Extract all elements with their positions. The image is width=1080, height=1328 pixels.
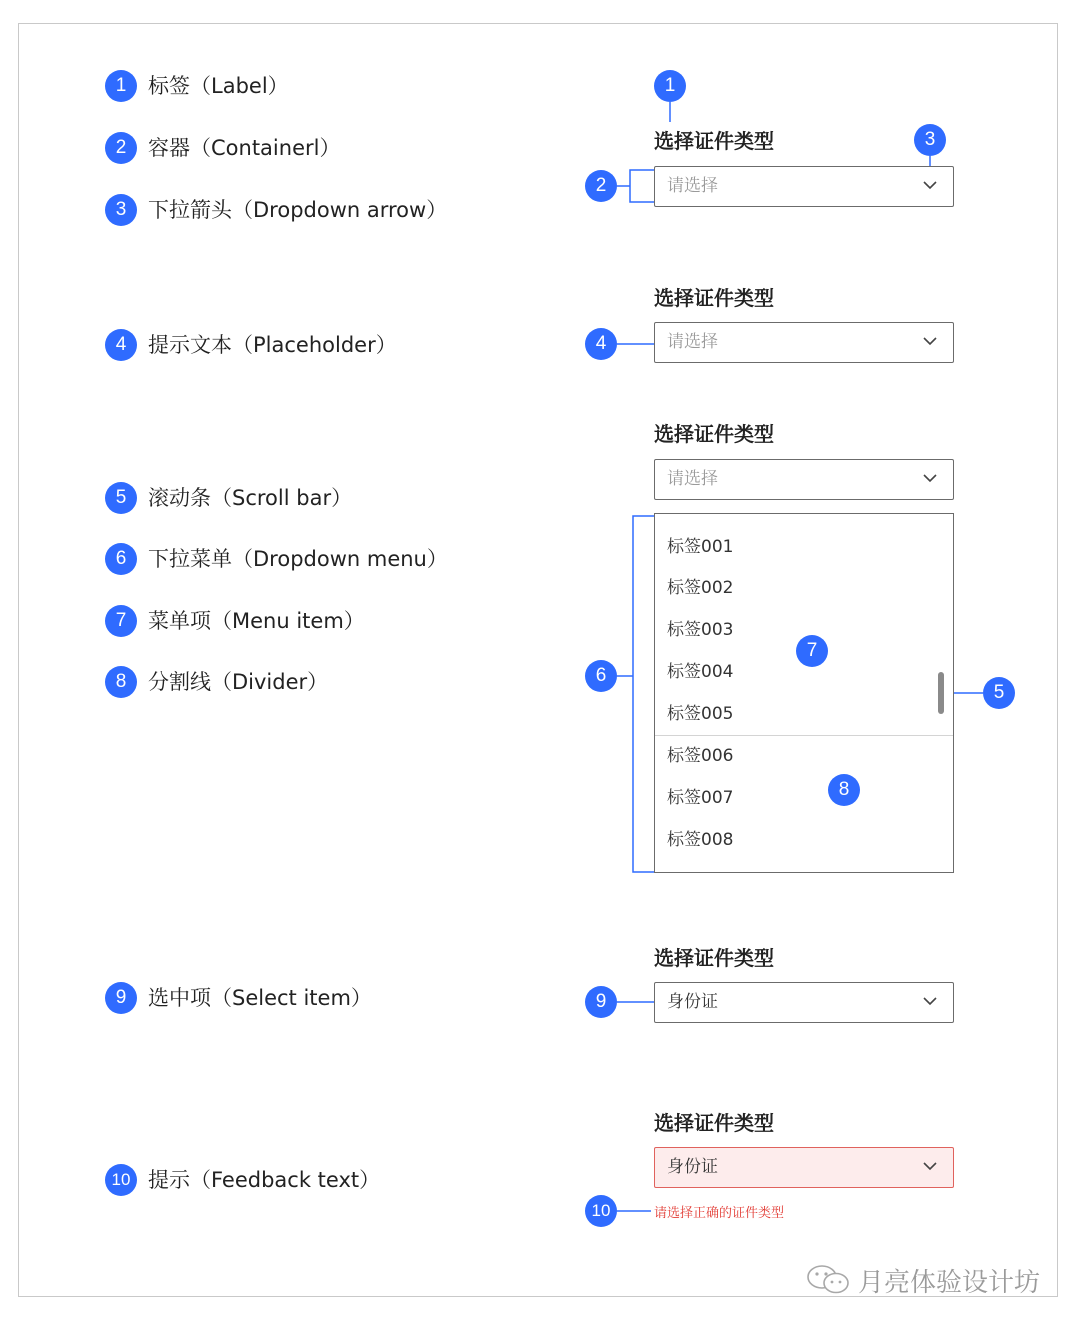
- menu-item[interactable]: 标签001: [667, 537, 734, 557]
- chevron-down-icon[interactable]: [923, 1161, 937, 1171]
- watermark-text: 月亮体验设计坊: [858, 1267, 1041, 1298]
- select-container-error[interactable]: [654, 1147, 954, 1188]
- legend-placeholder: 提示文本（Placeholder）: [148, 333, 397, 357]
- divider: [655, 735, 953, 736]
- legend-badge-5: 5: [105, 482, 137, 514]
- chevron-down-icon[interactable]: [923, 996, 937, 1006]
- legend-menu-item: 菜单项（Menu item）: [148, 609, 365, 633]
- legend-container: 容器（Containerl）: [148, 136, 341, 160]
- callout-badge-6: 6: [585, 660, 617, 692]
- callout-badge-2: 2: [585, 170, 617, 202]
- field-label: 选择证件类型: [654, 1111, 774, 1135]
- callout-badge-8: 8: [828, 774, 860, 806]
- select-container[interactable]: [654, 166, 954, 207]
- select-container[interactable]: [654, 982, 954, 1023]
- legend-badge-2: 2: [105, 132, 137, 164]
- menu-item[interactable]: 标签007: [667, 788, 734, 808]
- menu-item[interactable]: 标签008: [667, 830, 734, 850]
- menu-item[interactable]: 标签005: [667, 704, 734, 724]
- legend-badge-9: 9: [105, 982, 137, 1014]
- menu-item[interactable]: 标签002: [667, 578, 734, 598]
- callout-badge-7: 7: [796, 635, 828, 667]
- menu-item[interactable]: 标签004: [667, 662, 734, 682]
- menu-item[interactable]: 标签003: [667, 620, 734, 640]
- legend-badge-4: 4: [105, 329, 137, 361]
- placeholder-text: 请选择: [667, 176, 718, 196]
- watermark: [806, 1262, 1040, 1298]
- legend-dropdown-menu: 下拉菜单（Dropdown menu）: [148, 547, 448, 571]
- legend-label: 标签（Label）: [148, 74, 289, 98]
- dropdown-menu: [654, 513, 954, 873]
- legend-badge-7: 7: [105, 605, 137, 637]
- feedback-text: 请选择正确的证件类型: [654, 1206, 785, 1221]
- legend-badge-6: 6: [105, 543, 137, 575]
- chevron-down-icon[interactable]: [923, 336, 937, 346]
- callout-badge-3: 3: [914, 124, 946, 156]
- legend-badge-10: 10: [105, 1164, 137, 1196]
- selected-value: 身份证: [667, 1157, 718, 1177]
- select-container[interactable]: [654, 459, 954, 500]
- callout-badge-4: 4: [585, 328, 617, 360]
- selected-value: 身份证: [667, 992, 718, 1012]
- legend-badge-8: 8: [105, 666, 137, 698]
- chevron-down-icon[interactable]: [923, 473, 937, 483]
- chevron-down-icon[interactable]: [923, 180, 937, 190]
- select-container[interactable]: [654, 322, 954, 363]
- callout-badge-10: 10: [585, 1195, 617, 1227]
- scroll-bar[interactable]: [938, 672, 944, 714]
- legend-select-item: 选中项（Select item）: [148, 986, 372, 1010]
- legend-scroll-bar: 滚动条（Scroll bar）: [148, 486, 353, 510]
- field-label: 选择证件类型: [654, 422, 774, 446]
- callout-badge-1: 1: [654, 70, 686, 102]
- field-label: 选择证件类型: [654, 946, 774, 970]
- placeholder-text: 请选择: [667, 469, 718, 489]
- placeholder-text: 请选择: [667, 332, 718, 352]
- legend-dropdown-arrow: 下拉箭头（Dropdown arrow）: [148, 198, 448, 222]
- callout-badge-5: 5: [983, 677, 1015, 709]
- menu-item[interactable]: 标签006: [667, 746, 734, 766]
- legend-badge-1: 1: [105, 70, 137, 102]
- wechat-icon: [806, 1264, 850, 1296]
- legend-divider: 分割线（Divider）: [148, 670, 329, 694]
- field-label: 选择证件类型: [654, 286, 774, 310]
- legend-badge-3: 3: [105, 194, 137, 226]
- field-label: 选择证件类型: [654, 129, 774, 153]
- legend-feedback-text: 提示（Feedback text）: [148, 1168, 381, 1192]
- callout-badge-9: 9: [585, 986, 617, 1018]
